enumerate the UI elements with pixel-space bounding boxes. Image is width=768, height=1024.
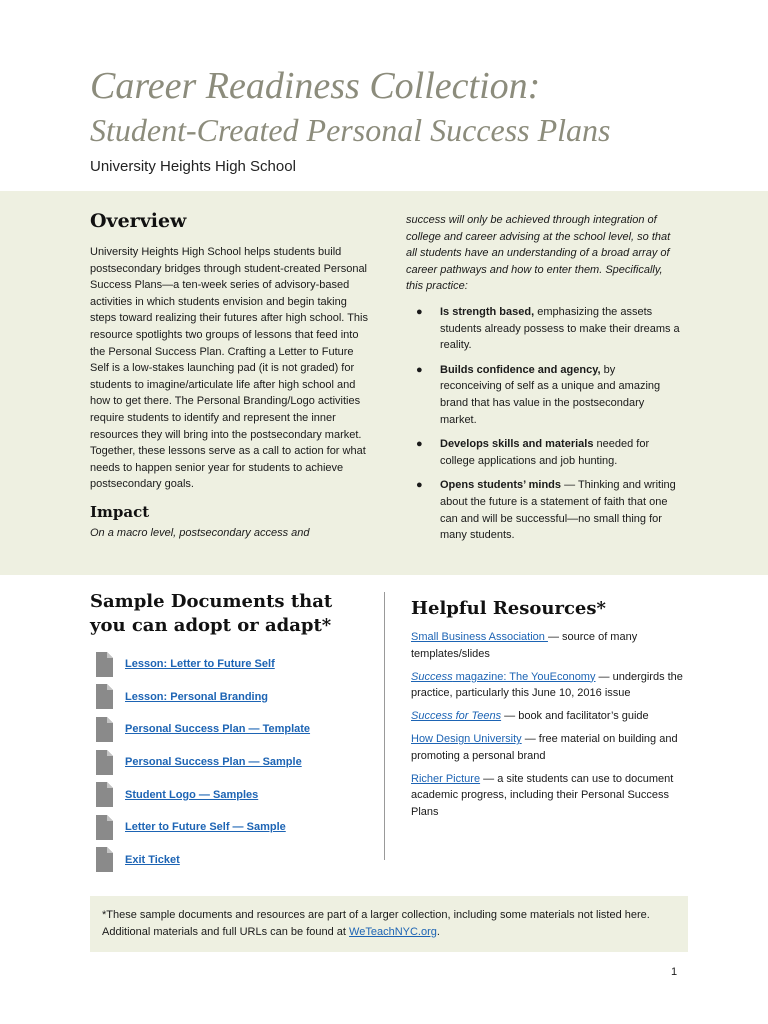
column-divider: [384, 592, 385, 860]
impact-column: [406, 212, 680, 552]
bullet-dot: ●: [416, 438, 423, 451]
bullet-dot: ●: [416, 305, 423, 318]
footer-note: [90, 896, 688, 952]
resource-item: [411, 708, 687, 725]
resource-description: — free material on building and promoting a personal brand: [411, 732, 678, 762]
resource-item: [411, 629, 687, 663]
file-icon: [96, 684, 113, 709]
resources-list: [411, 629, 687, 827]
bullet-text: emphasizing the assets students already possess to make their dreams a reality.: [440, 305, 680, 352]
helpful-resources-heading: Helpful Resources*: [411, 598, 606, 619]
impact-bullet: [406, 436, 680, 469]
resource-link-text: Richer Picture: [411, 772, 481, 785]
resource-description: — book and facilitator’s guide: [501, 710, 649, 723]
resource-description: — a site students can use to document academic progress, including their Personal Success Plans: [411, 772, 674, 819]
resource-link[interactable]: [411, 671, 595, 683]
document-link[interactable]: Lesson: Letter to Future Self: [125, 658, 275, 671]
document-title: Student-Created Personal Success Plans: [90, 112, 611, 148]
bullet-dot: ●: [416, 363, 423, 376]
overview-heading: Overview: [90, 210, 187, 232]
document-item: [96, 778, 356, 811]
resource-item: [411, 731, 687, 765]
document-link[interactable]: Personal Success Plan — Template: [125, 723, 311, 736]
bullet-text: — Thinking and writing about the future is a statement of faith that one can and will be successful—no small thing for many students.: [440, 479, 676, 542]
file-icon: [96, 652, 113, 677]
document-item: [96, 681, 356, 714]
document-item: [96, 746, 356, 779]
bullet-bold: Develops skills and materials: [440, 438, 594, 451]
resource-link-italic: Success: [411, 670, 453, 683]
document-link[interactable]: Student Logo — Samples: [125, 788, 259, 801]
file-icon: [96, 750, 113, 775]
impact-bullet: [406, 362, 680, 428]
resource-link-text: Small Business Association: [411, 631, 548, 643]
footer-end: .: [436, 926, 440, 938]
weteachnyc-link[interactable]: WeTeachNYC.org: [349, 926, 437, 938]
bullet-bold: Is strength based,: [440, 305, 535, 318]
impact-bullet: [406, 304, 680, 354]
document-link[interactable]: Exit Ticket: [125, 853, 180, 866]
bullet-text: needed for college applications and job hunting.: [440, 438, 650, 467]
resource-description: — undergirds the practice, particularly this June 10, 2016 issue: [411, 670, 683, 700]
impact-bullets: [406, 304, 680, 544]
page-number: 1: [671, 966, 678, 978]
impact-heading: Impact: [90, 502, 150, 521]
resource-link[interactable]: [411, 733, 522, 745]
file-icon: [96, 847, 113, 872]
document-link[interactable]: Lesson: Personal Branding: [125, 690, 269, 703]
document-link[interactable]: Letter to Future Self — Sample: [125, 821, 286, 834]
resource-description: — source of many templates/slides: [411, 631, 638, 660]
resource-link-text: magazine: The YouEconomy: [452, 670, 596, 683]
bullet-dot: ●: [416, 479, 423, 492]
document-link[interactable]: Personal Success Plan — Sample: [125, 756, 302, 769]
impact-continuation: success will only be achieved through integration of college and career advising at the school level, so that all students have an understanding of a broad array of career pathways and how to enter them. Specifically, this practice:: [406, 214, 671, 293]
bullet-bold: Builds confidence and agency,: [440, 363, 601, 376]
collection-title: Career Readiness Collection:: [90, 65, 541, 107]
file-icon: [96, 815, 113, 840]
file-icon: [96, 717, 113, 742]
resource-item: [411, 669, 687, 703]
bullet-bold: Opens students’ minds: [440, 479, 562, 492]
overview-text: University Heights High School helps students build postsecondary bridges through student-created Personal Success Plans—a ten-week series of advisory-based activities in which students envision and begin taking steps toward realizing their futures after high school. This resource spotlights two groups of lessons that feed into the Personal Success Plan. Crafting a Letter to Future Self is a low-stakes launching pad (it is not graded) for students to imagine/articulate life after high school and how to get there. The Personal Branding/Logo activities require students to identify and represent the inner resources they will bring into the postsecondary market. Together, these lessons serve as a call to action for what needs to happen senior year for students to achieve postsecondary goals.: [90, 246, 368, 491]
file-icon: [96, 782, 113, 807]
resource-link[interactable]: [411, 773, 480, 785]
resource-link-text: How Design University: [411, 732, 522, 745]
document-item: [96, 713, 356, 746]
resource-link[interactable]: [411, 631, 548, 643]
footer-text: *These sample documents and resources are part of a larger collection, including some materials not listed here. Additional materials and full URLs can be found at: [102, 909, 650, 938]
sample-documents-heading: Sample Documents that you can adopt or adapt*: [90, 591, 333, 636]
document-item: [96, 844, 356, 877]
impact-intro: On a macro level, postsecondary access and: [90, 526, 310, 539]
impact-bullet: [406, 477, 680, 543]
resource-link-italic: Success for Teens: [411, 710, 502, 723]
resource-item: [411, 771, 687, 821]
sample-documents-list: [96, 648, 356, 876]
resource-link[interactable]: [411, 710, 501, 722]
document-item: [96, 811, 356, 844]
school-name: University Heights High School: [90, 158, 296, 175]
document-item: [96, 648, 356, 681]
bullet-text: by reconceiving of self as a unique and amazing brand that has value in the postsecondary market.: [440, 363, 661, 426]
overview-column: [90, 210, 373, 542]
